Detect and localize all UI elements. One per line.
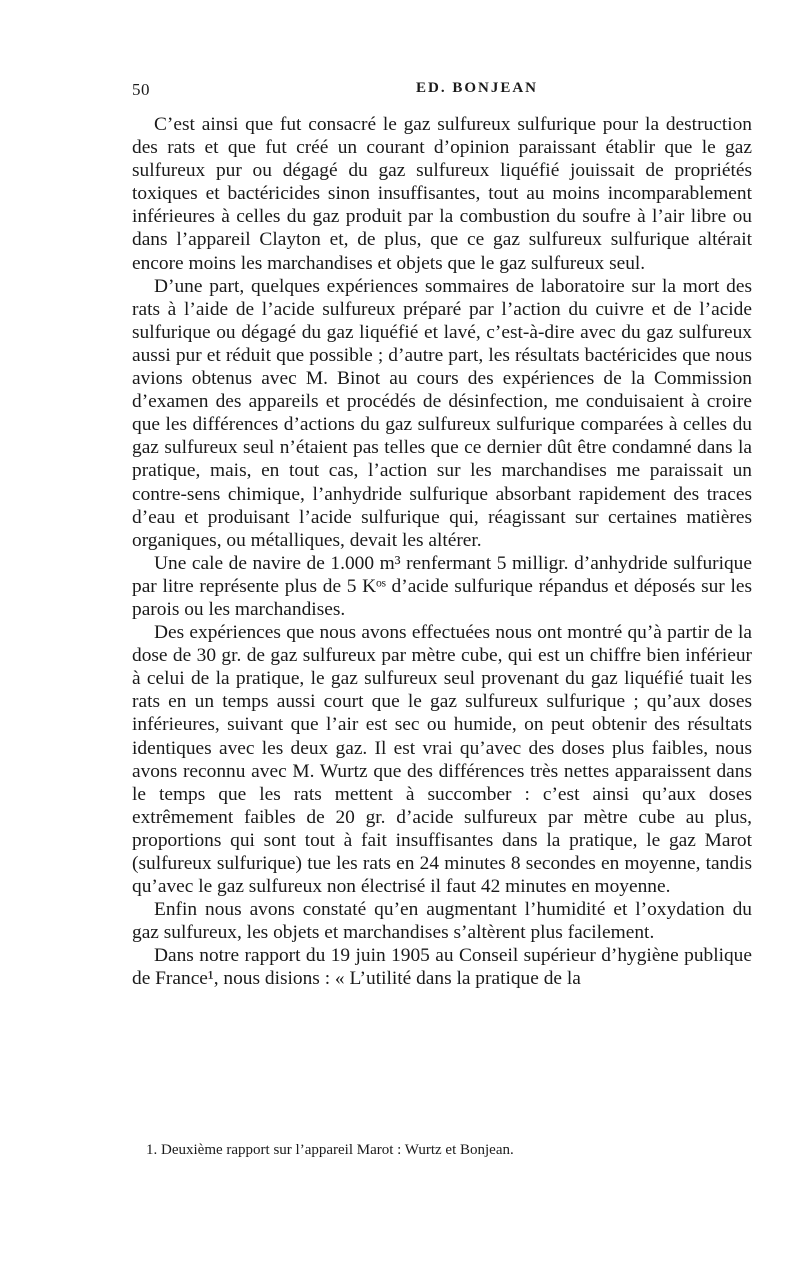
body-text	[132, 113, 752, 991]
page-header	[132, 80, 752, 104]
paragraph: Dans notre rapport du 19 juin 1905 au Conseil supérieur d’hygiène publique de France¹, nous disions : « L’utilité dans la pratique de la	[132, 945, 752, 990]
paragraph: D’une part, quelques expériences sommaires de laboratoire sur la mort des rats à l’aide de l’acide sulfureux préparé par l’action du cuivre et de l’acide sulfurique ou dégagé du gaz liquéfié et lavé, c’est-à-dire avec du gaz sulfureux aussi pur et réduit que possible ; d’autre part, les résultats bactéricides que nous avions obtenus avec M. Binot au cours des expériences de la Commission d’examen des appareils et procédés de désinfection, me conduisaient à croire que les différences d’actions du gaz sulfureux sulfurique comparées à celles du gaz sulfureux seul n’étaient pas telles que ce dernier dût être condamné dans la pratique, mais, en tout cas, l’action sur les marchandises me paraissait un contre-sens chimique, l’anhydride sulfurique absorbant rapidement des traces d’eau et produisant l’acide sulfurique qui, réagissant sur certaines matières organiques, ou métalliques, devait les altérer.	[132, 275, 752, 551]
paragraph: Des expériences que nous avons effectuées nous ont montré qu’à partir de la dose de 30 gr. de gaz sulfureux par mètre cube, qui est un chiffre bien inférieur à celui de la pratique, le gaz sulfureux seul provenant du gaz liquéfié tuait les rats en un temps aussi court que le gaz sulfureux sulfurique ; qu’aux doses inférieures, suivant que l’air est sec ou humide, on peut obtenir des résultats identiques avec les deux gaz. Il est vrai qu’avec des doses plus faibles, nous avons reconnu avec M. Wurtz que des différences très nettes apparaissent dans le temps que les rats mettent à succomber : c’est ainsi qu’aux doses extrêmement faibles de 20 gr. d’acide sulfureux par mètre cube au plus, proportions qui sont tout à fait insuffisantes dans la pratique, le gaz Marot (sulfureux sulfurique) tue les rats en 24 minutes 8 secondes en moyenne, tandis qu’avec le gaz sulfureux non électrisé il faut 42 minutes en moyenne.	[132, 622, 752, 898]
running-head: ED. BONJEAN	[415, 80, 538, 96]
paragraph: C’est ainsi que fut consacré le gaz sulfureux sulfurique pour la destruction des rats et que fut créé un courant d’opinion paraissant établir que le gaz sulfureux pur ou dégagé du gaz sulfureux liquéfié jouissait de propriétés toxiques et bactéricides sinon insuffisantes, tout au moins incomparablement inférieures à celles du gaz produit par la combustion du soufre à l’air libre ou dans l’appareil Clayton et, de plus, que ce gaz sulfureux sulfurique altérait encore moins les marchandises et objets que le gaz sulfureux seul.	[132, 114, 752, 274]
footnote: 1. Deuxième rapport sur l’appareil Marot : Wurtz et Bonjean.	[146, 1142, 514, 1158]
page-number: 50	[132, 80, 150, 99]
paragraph: Une cale de navire de 1.000 m³ renfermant 5 milligr. d’anhydride sulfurique par litre représente plus de 5 Kᵒˢ d’acide sulfurique répandus et déposés sur les parois ou les marchandises.	[132, 552, 752, 620]
paragraph: Enfin nous avons constaté qu’en augmentant l’humidité et l’oxydation du gaz sulfureux, les objets et marchandises s’altèrent plus facilement.	[132, 899, 752, 944]
